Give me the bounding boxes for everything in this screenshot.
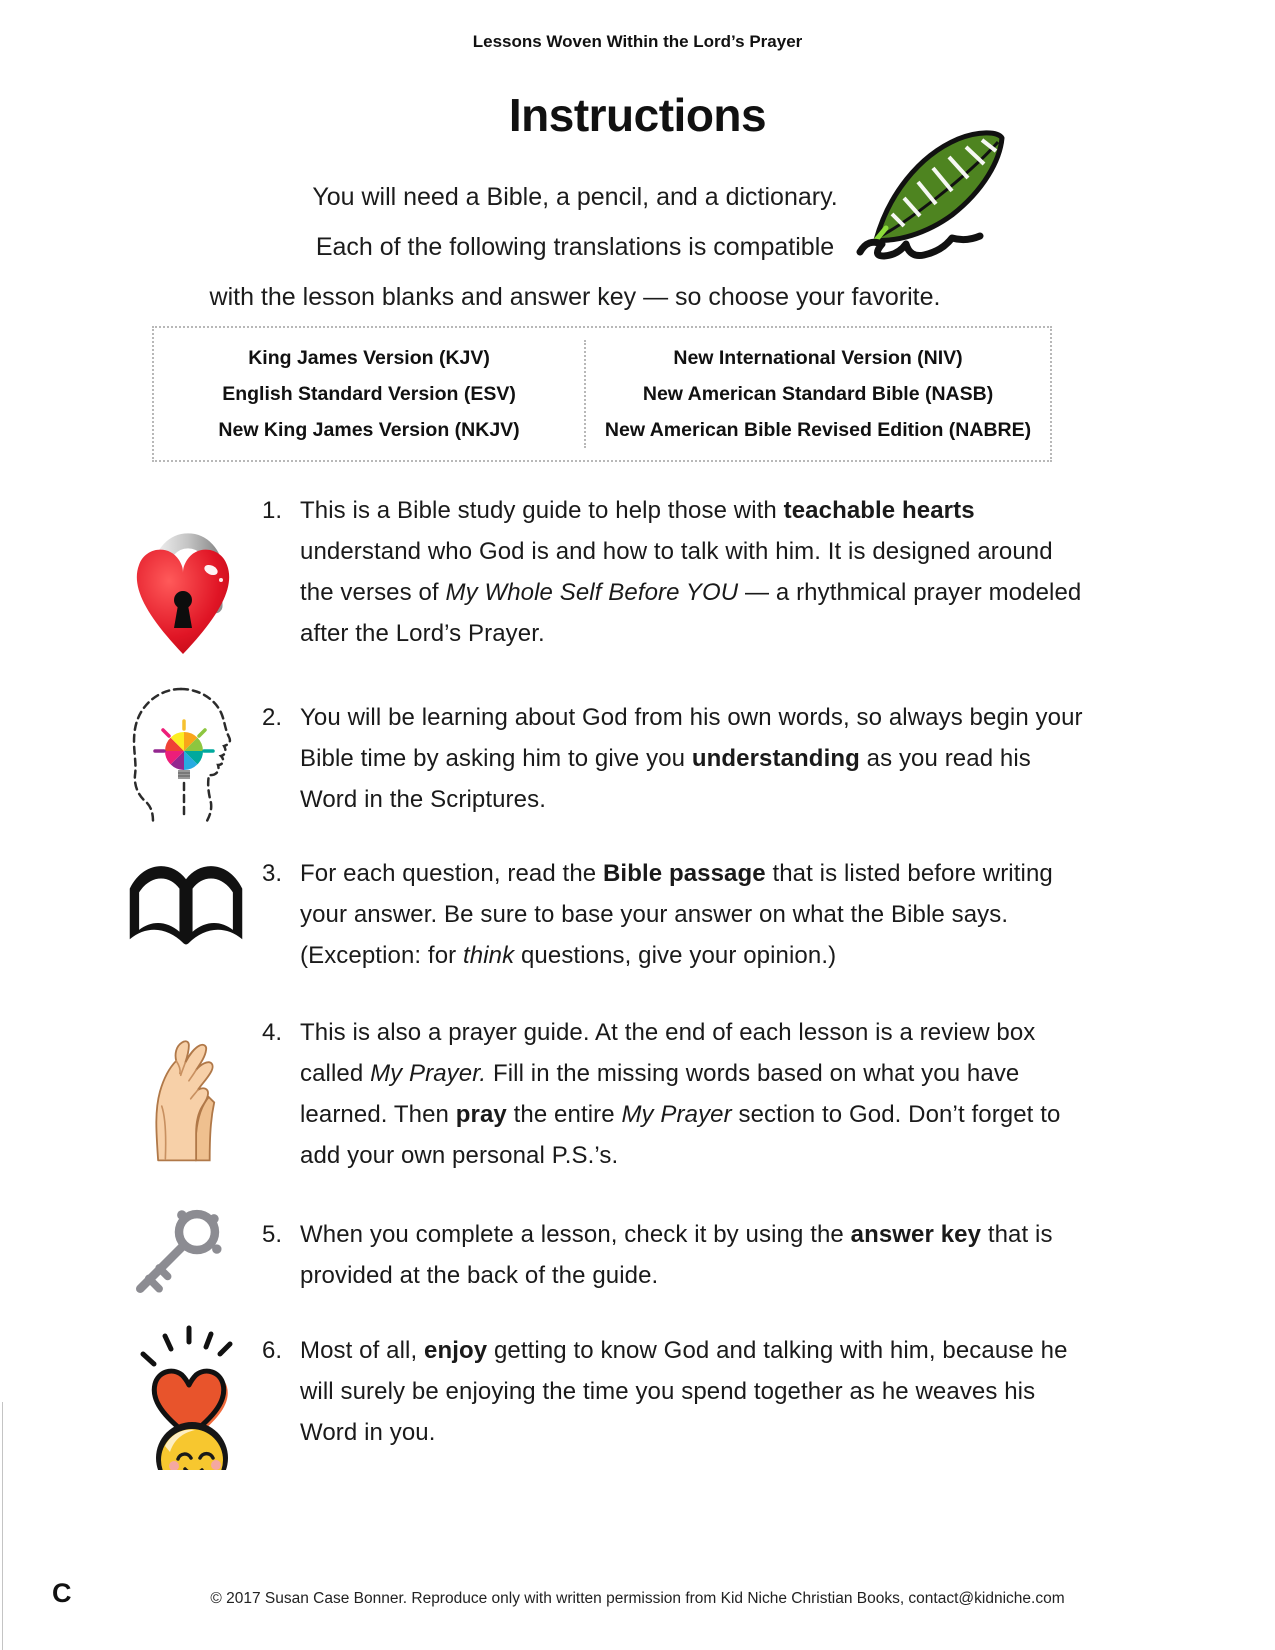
instruction-item-2 <box>125 697 1100 820</box>
item-text: Most of all, enjoy getting to know God and talking with him, because he will surely be enjoying the time you spend together as he weaves his Word in you. <box>300 1337 1068 1446</box>
item-text: You will be learning about God from his own words, so always begin your Bible time by asking him to give you understanding as you read his Word in the Scriptures. <box>300 704 1083 813</box>
item-text: When you complete a lesson, check it by using the answer key that is provided at the back of the guide. <box>300 1221 1053 1289</box>
item-number: 5. <box>262 1221 283 1248</box>
item-number: 4. <box>262 1019 283 1046</box>
translations-column-right <box>584 340 1050 448</box>
head-lightbulb-icon <box>121 683 247 823</box>
quill-pen-icon <box>846 128 1016 270</box>
heart-padlock-icon <box>127 488 239 658</box>
praying-hands-icon <box>131 1012 235 1164</box>
heart-smiley-icon <box>127 1318 251 1470</box>
instruction-item-6 <box>125 1330 1100 1453</box>
intro-line-2: Each of the following translations is compatible <box>315 233 835 261</box>
open-book-icon <box>125 853 247 958</box>
translations-column-left <box>154 340 584 448</box>
item-number: 6. <box>262 1337 283 1364</box>
footer-copyright: © 2017 Susan Case Bonner. Reproduce only with written permission from Kid Niche Christian Books, contact@kidniche.com <box>210 1590 1065 1607</box>
translation-option: King James Version (KJV) <box>248 347 490 369</box>
item-text: This is a Bible study guide to help those with teachable hearts understand who God is and how to talk with him. It is designed around the verses of My Whole Self Before YOU — a rhythmical prayer modeled after the Lord’s Prayer. <box>300 497 1082 647</box>
translation-option: New American Bible Revised Edition (NABRE) <box>604 419 1032 441</box>
intro-line-1: You will need a Bible, a pencil, and a dictionary. <box>312 183 838 211</box>
item-text: For each question, read the Bible passage that is listed before writing your answer. Be sure to base your answer on what the Bible says. (Exception: for think questions, give your opinion.) <box>300 860 1053 969</box>
footer-mark: C <box>52 1578 72 1608</box>
instruction-item-5 <box>125 1214 1100 1296</box>
translation-option: New King James Version (NKJV) <box>218 419 520 441</box>
item-number: 1. <box>262 497 283 524</box>
translation-option: New International Version (NIV) <box>673 347 963 369</box>
instruction-item-4 <box>125 1012 1100 1176</box>
item-number: 2. <box>262 704 283 731</box>
antique-key-icon <box>127 1198 231 1302</box>
intro-line-3: with the lesson blanks and answer key — so choose your favorite. <box>209 283 941 311</box>
translation-option: New American Standard Bible (NASB) <box>642 383 994 405</box>
translation-option: English Standard Version (ESV) <box>222 383 516 405</box>
item-text: This is also a prayer guide. At the end of each lesson is a review box called My Prayer. Fill in the missing words based on what you have learned. Then pray the entire My Prayer section to God. Don’t forget to add your own personal P.S.’s. <box>300 1019 1061 1169</box>
instruction-item-1 <box>125 490 1100 654</box>
instruction-item-3 <box>125 853 1100 976</box>
document-header: Lessons Woven Within the Lord’s Prayer <box>472 32 803 51</box>
scan-edge-line <box>2 1402 3 1650</box>
page-title: Instructions <box>508 89 767 141</box>
item-number: 3. <box>262 860 283 887</box>
translations-table <box>152 326 1052 462</box>
